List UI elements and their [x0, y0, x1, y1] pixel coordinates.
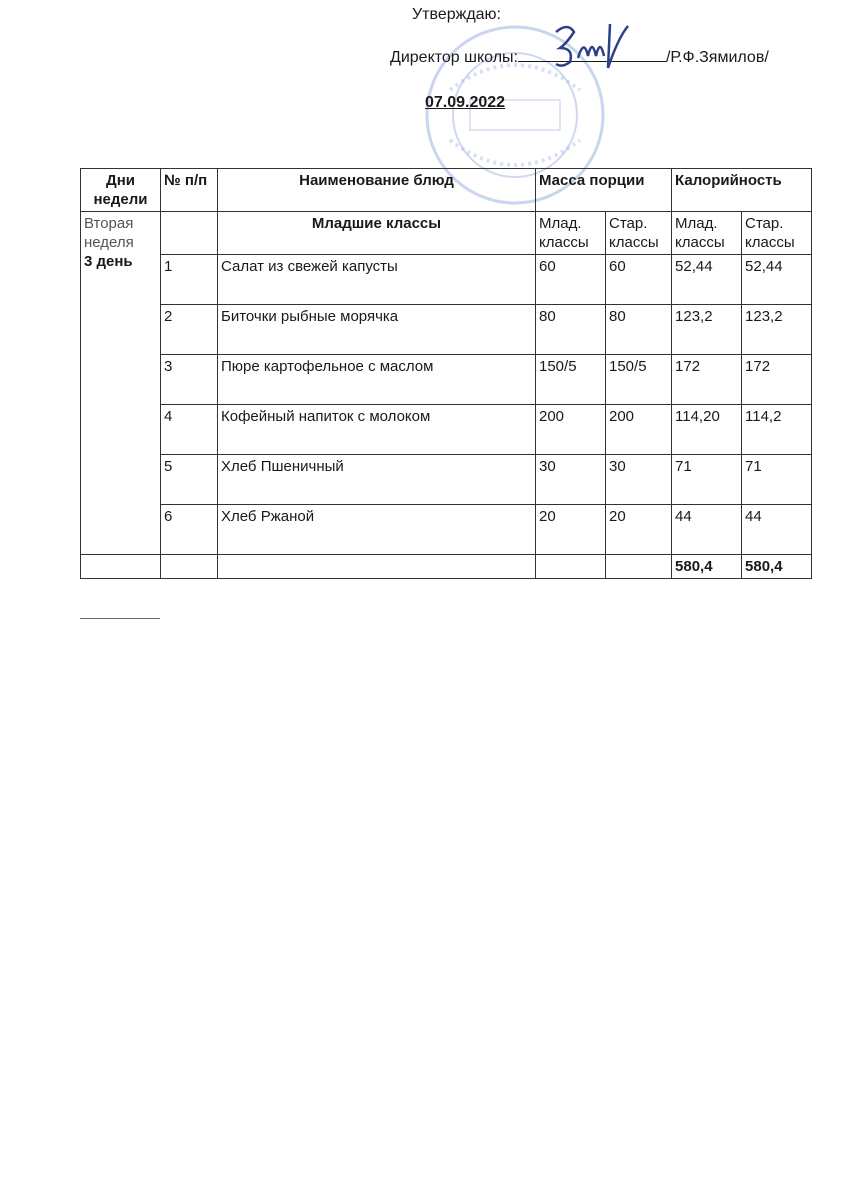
mass-senior-header: Стар. классы — [606, 212, 672, 255]
approval-date: 07.09.2022 — [425, 94, 506, 111]
row-number: 5 — [161, 455, 218, 505]
director-label: Директор школы: — [390, 49, 518, 66]
col-days-header: Дни недели — [81, 169, 161, 212]
empty-cell — [161, 555, 218, 579]
subheader-row — [81, 212, 812, 255]
empty-cell — [536, 555, 606, 579]
dish-name: Биточки рыбные морячка — [218, 305, 536, 355]
table-header-row — [81, 169, 812, 212]
cal-senior: 123,2 — [742, 305, 812, 355]
mass-junior-header: Млад. классы — [536, 212, 606, 255]
mass-senior: 80 — [606, 305, 672, 355]
cal-junior: 114,20 — [672, 405, 742, 455]
week-label: Вторая неделя — [84, 215, 134, 251]
row-number: 1 — [161, 255, 218, 305]
mass-senior: 60 — [606, 255, 672, 305]
cal-senior: 44 — [742, 505, 812, 555]
dish-name: Кофейный напиток с молоком — [218, 405, 536, 455]
mass-junior: 80 — [536, 305, 606, 355]
mass-senior: 20 — [606, 505, 672, 555]
mass-junior: 30 — [536, 455, 606, 505]
menu-table — [80, 168, 812, 579]
mass-junior: 150/5 — [536, 355, 606, 405]
mass-senior: 150/5 — [606, 355, 672, 405]
mass-junior: 20 — [536, 505, 606, 555]
cal-junior: 71 — [672, 455, 742, 505]
col-mass-header: Масса порции — [536, 169, 672, 212]
col-number-header: № п/п — [161, 169, 218, 212]
dish-name: Хлеб Пшеничный — [218, 455, 536, 505]
row-number: 6 — [161, 505, 218, 555]
table-row — [81, 355, 812, 405]
mass-senior: 200 — [606, 405, 672, 455]
cal-junior: 52,44 — [672, 255, 742, 305]
cal-senior: 172 — [742, 355, 812, 405]
cal-junior: 172 — [672, 355, 742, 405]
mass-junior: 60 — [536, 255, 606, 305]
dish-name: Пюре картофельное с маслом — [218, 355, 536, 405]
day-label: 3 день — [84, 253, 133, 270]
empty-cell — [81, 555, 161, 579]
row-number: 3 — [161, 355, 218, 405]
table-row — [81, 305, 812, 355]
total-cal-senior: 580,4 — [742, 555, 812, 579]
mass-senior: 30 — [606, 455, 672, 505]
director-name: /Р.Ф.Зямилов/ — [665, 49, 769, 66]
cal-junior-header: Млад. классы — [672, 212, 742, 255]
empty-cell — [161, 212, 218, 255]
col-name-header: Наименование блюд — [218, 169, 536, 212]
cal-senior-header: Стар. классы — [742, 212, 812, 255]
table-row — [81, 255, 812, 305]
col-calories-header: Калорийность — [672, 169, 812, 212]
row-number: 2 — [161, 305, 218, 355]
section-title: Младшие классы — [218, 212, 536, 255]
dish-name: Салат из свежей капусты — [218, 255, 536, 305]
cal-junior: 123,2 — [672, 305, 742, 355]
empty-cell — [606, 555, 672, 579]
table-row — [81, 455, 812, 505]
cal-senior: 52,44 — [742, 255, 812, 305]
cal-senior: 114,2 — [742, 405, 812, 455]
empty-cell — [218, 555, 536, 579]
divider-line — [80, 618, 160, 619]
handwritten-signature — [548, 18, 648, 74]
day-cell — [81, 212, 161, 555]
table-row — [81, 505, 812, 555]
mass-junior: 200 — [536, 405, 606, 455]
cal-senior: 71 — [742, 455, 812, 505]
row-number: 4 — [161, 405, 218, 455]
total-cal-junior: 580,4 — [672, 555, 742, 579]
dish-name: Хлеб Ржаной — [218, 505, 536, 555]
table-row — [81, 405, 812, 455]
cal-junior: 44 — [672, 505, 742, 555]
approval-title: Утверждаю: — [412, 6, 501, 23]
total-row — [81, 555, 812, 579]
